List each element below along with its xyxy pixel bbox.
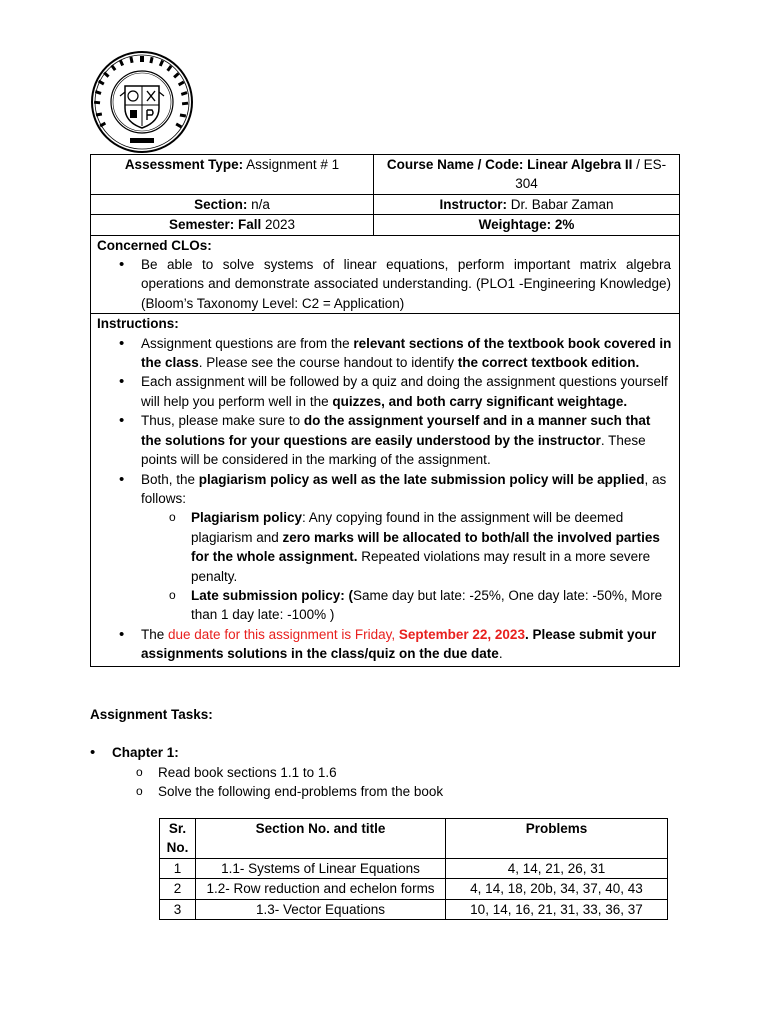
problems-header-row	[160, 819, 668, 859]
row-section: 1.1- Systems of Linear Equations	[196, 858, 446, 878]
clos-cell	[91, 235, 680, 314]
assignment-tasks-title: Assignment Tasks:	[90, 707, 213, 722]
instructor-value: Dr. Babar Zaman	[506, 196, 614, 212]
header-row	[91, 194, 680, 214]
instruction-item: • Thus, please make sure to do the assignment yourself and in a manner such that the solutions for your questions are easily understood by the instructor. These points will be considered in the marking of the assignment.	[141, 411, 673, 469]
semester-year: 2023	[261, 217, 296, 233]
row-sr-no: 3	[160, 899, 196, 919]
instructor-label: Instructor:	[439, 196, 507, 212]
semester-label: Semester:	[168, 217, 235, 233]
chapter-title: Chapter 1:	[112, 745, 179, 761]
semester-cell	[91, 215, 374, 235]
assessment-header-table	[90, 154, 680, 667]
assessment-type-value: Assignment # 1	[243, 157, 340, 172]
row-problems: 4, 14, 21, 26, 31	[446, 858, 668, 878]
section-cell	[91, 194, 374, 214]
row-section: 1.3- Vector Equations	[196, 899, 446, 919]
plagiarism-policy-item: o Plagiarism policy: Any copying found in the assignment will be deemed plagiarism and zero marks will be allocated to both/all the involved parties for the whole assignment. Repeated violations may result in a more severe penalty.	[191, 508, 673, 586]
header-row	[91, 155, 680, 195]
section-label: Section:	[194, 196, 248, 212]
table-row	[160, 858, 668, 878]
clos-row	[91, 235, 680, 314]
instructions-list	[97, 334, 673, 664]
instructions-row	[91, 314, 680, 666]
due-date-item: • The due date for this assignment is Friday, September 22, 2023. Please submit your assignments solutions in the class/quiz on the due date.	[141, 625, 673, 664]
course-cell	[374, 155, 680, 195]
university-seal-logo	[90, 50, 194, 154]
assignment-tasks-section	[90, 705, 690, 802]
row-problems: 4, 14, 18, 20b, 34, 37, 40, 43	[446, 879, 668, 899]
assessment-type-cell	[91, 155, 374, 195]
header-problems: Problems	[446, 819, 668, 859]
semester-season: Fall	[234, 217, 262, 233]
header-section: Section No. and title	[196, 819, 446, 859]
row-sr-no: 2	[160, 879, 196, 899]
row-section: 1.2- Row reduction and echelon forms	[196, 879, 446, 899]
chapter-sub-list	[112, 763, 690, 802]
instructions-title: Instructions:	[97, 316, 179, 332]
instruction-item: • Each assignment will be followed by a quiz and doing the assignment questions yourself will help you perform well in the quizzes, and both carry significant weightage.	[141, 372, 673, 411]
section-value: n/a	[247, 196, 270, 212]
instruction-item: • Both, the plagiarism policy as well as the late submission policy will be applied, as follows: o Plagiarism policy: Any copying found in the assignment will be deemed plagiarism and zero marks will be allocated to both/all the involved parties for the whole assignment. Repeated violations may result in a more severe penalty. o Late submission policy: (Same day but late: -25%, One day late: -50%, More than 1 day late: -100% )	[141, 470, 673, 625]
row-problems: 10, 14, 16, 21, 31, 33, 36, 37	[446, 899, 668, 919]
chapter-list	[90, 743, 690, 801]
instruction-item: • Assignment questions are from the relevant sections of the textbook book covered in the class. Please see the course handout to identify the correct textbook edition.	[141, 334, 673, 373]
course-code-value: / ES-304	[515, 157, 667, 192]
problems-table	[159, 818, 668, 920]
clo-item: • Be able to solve systems of linear equations, perform important matrix algebra operations and demonstrate associated understanding. (PLO1 -Engineering Knowledge) (Bloom’s Taxonomy Level: C2 = Application)	[141, 255, 671, 313]
weightage-cell: Weightage: 2%	[374, 215, 680, 235]
due-date: September 22, 2023	[398, 626, 525, 642]
header-sr-no: Sr. No.	[160, 819, 196, 859]
chapter-item	[112, 743, 690, 801]
solve-problems-item: o Solve the following end-problems from the book	[158, 782, 690, 801]
course-name-value: Linear Algebra II	[523, 157, 633, 172]
clos-list	[97, 255, 671, 313]
read-sections-item: o Read book sections 1.1 to 1.6	[158, 763, 690, 782]
table-row	[160, 879, 668, 899]
header-row	[91, 215, 680, 235]
assessment-type-label: Assessment Type:	[124, 157, 244, 172]
instructor-cell	[374, 194, 680, 214]
policy-list	[141, 508, 673, 624]
course-label: Course Name / Code:	[386, 157, 524, 172]
instructions-cell	[91, 314, 680, 666]
late-submission-policy-item: o Late submission policy: (Same day but late: -25%, One day late: -50%, More than 1 day late: -100% )	[191, 586, 673, 625]
clos-title: Concerned CLOs:	[97, 237, 212, 253]
row-sr-no: 1	[160, 858, 196, 878]
table-row	[160, 899, 668, 919]
